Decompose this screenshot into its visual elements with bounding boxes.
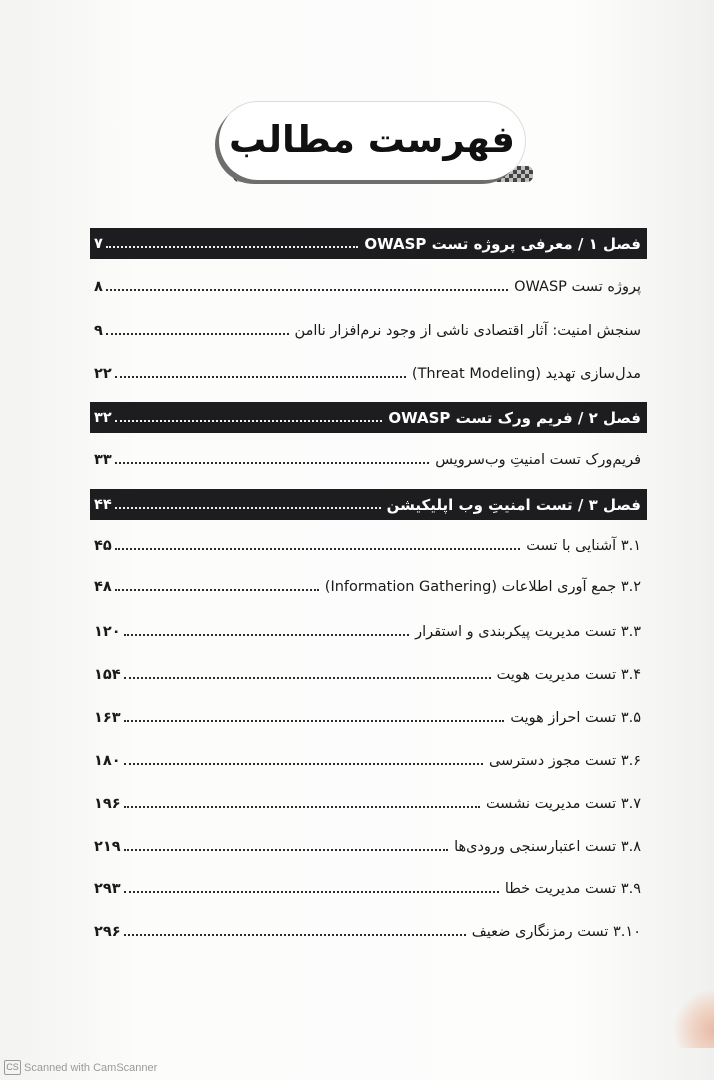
toc-entry[interactable]: [90, 832, 647, 862]
entry-title: ۳.۱ آشنایی با تست: [526, 538, 641, 554]
entry-page-number: ۲۱۹: [94, 839, 121, 855]
entry-title: ۳.۱۰ تست رمزنگاری ضعیف: [471, 924, 641, 940]
entry-page-number: ۲۹۳: [94, 881, 121, 897]
entry-page-number: ۸: [94, 279, 103, 295]
dot-leader: [124, 720, 505, 722]
dot-leader: [124, 934, 466, 936]
entry-title: فریم‌ورک تست امنیتِ وب‌سرویس: [435, 452, 641, 468]
chapter-page-number: ۴۴: [94, 496, 112, 513]
dot-leader: [115, 548, 521, 550]
dot-leader: [106, 246, 359, 248]
chapter-title: فصل ۲ / فریم ورک تست OWASP: [388, 408, 641, 427]
chapter-title: فصل ۳ / تست امنیتِ وب اپلیکیشن: [386, 495, 641, 514]
title-pill: [219, 102, 525, 180]
toc-chapter-2[interactable]: [90, 402, 647, 433]
dot-leader: [106, 289, 508, 291]
entry-title: پروژه تست OWASP: [514, 279, 641, 295]
chapter-title: فصل ۱ / معرفی پروژه تست OWASP: [364, 234, 641, 253]
title-banner: [215, 98, 537, 198]
entry-page-number: ۴۸: [94, 579, 112, 595]
chapter-page-number: ۳۲: [94, 409, 112, 426]
dot-leader: [124, 891, 499, 893]
toc-entry[interactable]: [90, 617, 647, 647]
toc-entry[interactable]: [90, 316, 647, 346]
toc-entry[interactable]: [90, 531, 647, 561]
watermark-text: Scanned with CamScanner: [24, 1061, 158, 1074]
entry-title: ۳.۲ جمع آوری اطلاعات (Information Gathering): [324, 579, 641, 595]
entry-page-number: ۲۹۶: [94, 924, 121, 940]
entry-title: ۳.۶ تست مجوز دسترسی: [488, 753, 641, 769]
entry-page-number: ۱۹۶: [94, 796, 121, 812]
toc-entry[interactable]: [90, 359, 647, 389]
dot-leader: [115, 462, 430, 464]
entry-title: ۳.۹ تست مدیریت خطا: [504, 881, 641, 897]
toc-chapter-3[interactable]: [90, 489, 647, 520]
toc-chapter-1[interactable]: [90, 228, 647, 259]
dot-leader: [124, 806, 480, 808]
entry-title: ۳.۴ تست مدیریت هویت: [496, 667, 641, 683]
entry-title: مدل‌سازی تهدید (Threat Modeling): [411, 366, 641, 382]
entry-page-number: ۳۳: [94, 452, 112, 468]
page-corner-stain: [673, 988, 714, 1048]
toc-entry[interactable]: [90, 746, 647, 776]
toc-entry[interactable]: [90, 572, 647, 602]
dot-leader: [124, 763, 483, 765]
entry-page-number: ۱۶۳: [94, 710, 121, 726]
entry-page-number: ۹: [94, 323, 103, 339]
dot-leader: [115, 589, 319, 591]
toc-entry[interactable]: [90, 874, 647, 904]
toc-entry[interactable]: [90, 445, 647, 475]
toc-entry[interactable]: [90, 660, 647, 690]
entry-page-number: ۱۵۴: [94, 667, 121, 683]
camscanner-logo-icon: CS: [4, 1060, 21, 1075]
dot-leader: [115, 420, 383, 422]
entry-title: سنجش امنیت: آثار اقتصادی ناشی از وجود نرم‌افزار ناامن: [294, 323, 641, 339]
entry-title: ۳.۳ تست مدیریت پیکربندی و استقرار: [415, 624, 641, 640]
dot-leader: [124, 849, 449, 851]
entry-page-number: ۴۵: [94, 538, 112, 554]
entry-page-number: ۱۲۰: [94, 624, 121, 640]
page-title: فهرست مطالب: [228, 118, 515, 161]
dot-leader: [124, 677, 491, 679]
toc-entry[interactable]: [90, 917, 647, 947]
dot-leader: [115, 507, 381, 509]
toc-entry[interactable]: [90, 272, 647, 302]
toc-entry[interactable]: [90, 703, 647, 733]
entry-page-number: ۲۲: [94, 366, 112, 382]
entry-title: ۳.۸ تست اعتبارسنجی ورودی‌ها: [454, 839, 641, 855]
entry-page-number: ۱۸۰: [94, 753, 121, 769]
dot-leader: [124, 634, 410, 636]
dot-leader: [106, 333, 289, 335]
toc-entry[interactable]: [90, 789, 647, 819]
entry-title: ۳.۵ تست احراز هویت: [510, 710, 641, 726]
scanner-watermark: [4, 1060, 157, 1075]
chapter-page-number: ۷: [94, 235, 103, 252]
entry-title: ۳.۷ تست مدیریت نشست: [485, 796, 641, 812]
dot-leader: [115, 376, 406, 378]
